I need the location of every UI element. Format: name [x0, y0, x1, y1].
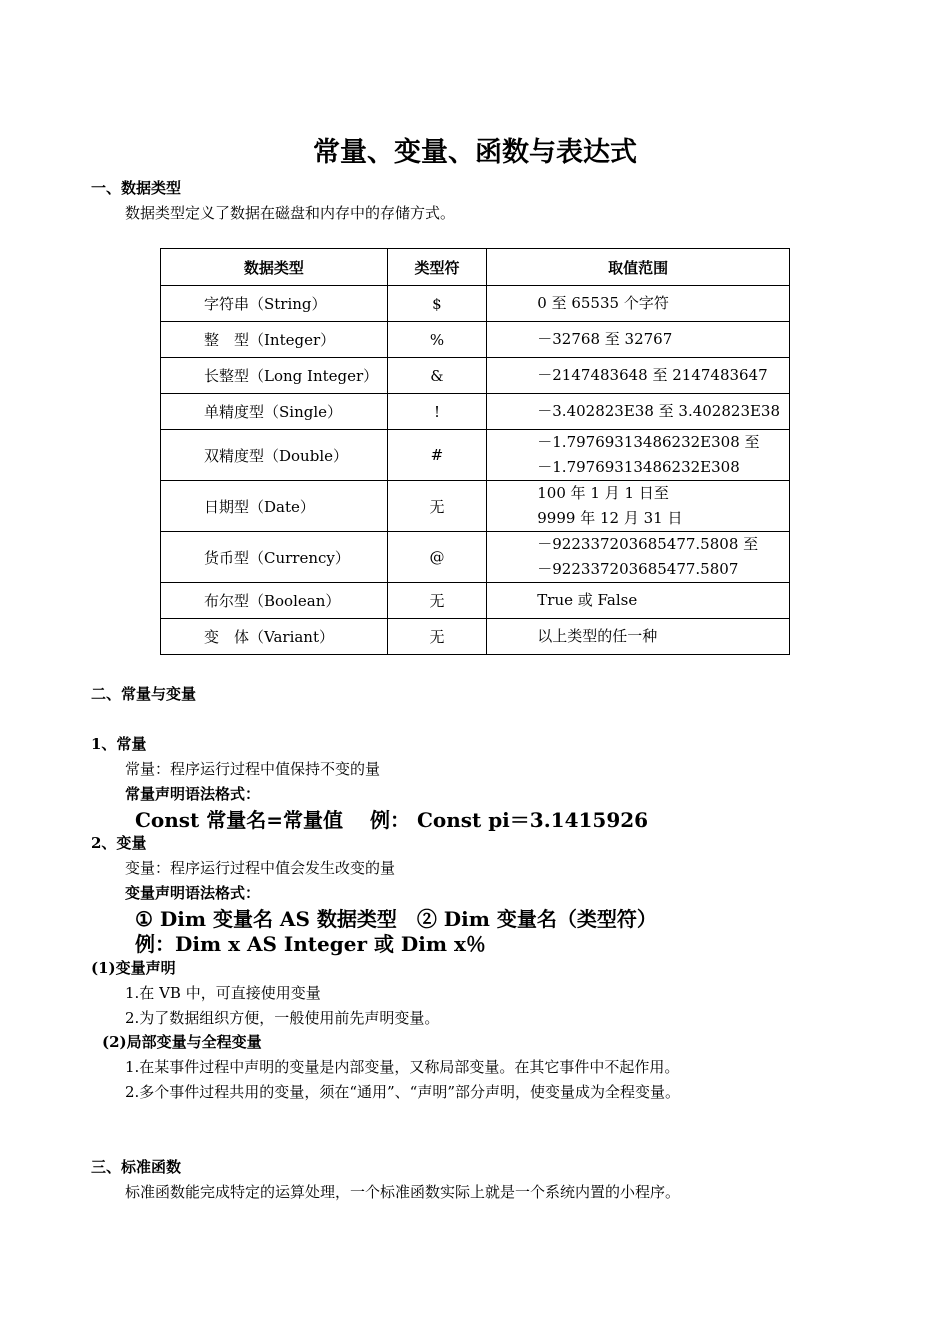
cell-range	[487, 322, 790, 358]
cell-symbol: !	[387, 394, 487, 430]
var-definition: 变量：程序运行过程中值会发生改变的量	[125, 859, 396, 877]
range-line: 9999 年 12 月 31 日	[537, 509, 683, 527]
table-row	[161, 286, 790, 322]
cell-type: 字符串（String）	[161, 286, 388, 322]
cell-symbol: 无	[387, 583, 487, 619]
range-line: 0 至 65535 个字符	[537, 294, 669, 312]
section1-intro: 数据类型定义了数据在磁盘和内存中的存储方式。	[125, 204, 456, 222]
var-heading: 2、变量	[91, 834, 147, 852]
scope-heading: (2)局部变量与全程变量	[102, 1033, 262, 1051]
page-title: 常量、变量、函数与表达式	[313, 137, 637, 168]
cell-symbol: %	[387, 322, 487, 358]
const-syntax: Const 常量名=常量值 例： Const pi＝3.1415926	[135, 808, 649, 832]
table-row	[161, 583, 790, 619]
decl-item: 2.为了数据组织方便，一般使用前先声明变量。	[125, 1009, 440, 1027]
cell-symbol: 无	[387, 481, 487, 532]
var-syntax-line2: 例：Dim x AS Integer 或 Dim x％	[135, 932, 486, 956]
table-row	[161, 322, 790, 358]
data-types-table	[160, 248, 790, 655]
section1-heading: 一、数据类型	[91, 179, 182, 197]
cell-range	[487, 619, 790, 655]
cell-range	[487, 583, 790, 619]
cell-range	[487, 286, 790, 322]
var-syntax-line1: ① Dim 变量名 AS 数据类型 ② Dim 变量名（类型符）	[135, 907, 657, 931]
section3-heading: 三、标准函数	[91, 1158, 182, 1176]
header-value-range: 取值范围	[487, 249, 790, 286]
range-line: －3.402823E38 至 3.402823E38	[537, 402, 781, 420]
range-line: 以上类型的任一种	[537, 627, 658, 645]
cell-range	[487, 358, 790, 394]
cell-symbol: #	[387, 430, 487, 481]
const-syntax-label: 常量声明语法格式：	[125, 785, 261, 803]
table-row	[161, 394, 790, 430]
cell-range	[487, 394, 790, 430]
cell-range	[487, 481, 790, 532]
table-row	[161, 481, 790, 532]
header-data-type: 数据类型	[161, 249, 388, 286]
cell-type: 双精度型（Double）	[161, 430, 388, 481]
range-line: －1.79769313486232E308 至	[537, 433, 760, 451]
table-row	[161, 532, 790, 583]
cell-range	[487, 430, 790, 481]
table-row	[161, 430, 790, 481]
scope-item: 2.多个事件过程共用的变量，须在“通用”、“声明”部分声明，使变量成为全程变量。	[125, 1083, 680, 1101]
range-line: －1.79769313486232E308	[537, 458, 740, 476]
cell-type: 单精度型（Single）	[161, 394, 388, 430]
range-line: －922337203685477.5808 至	[537, 535, 759, 553]
decl-heading: (1)变量声明	[91, 959, 176, 977]
table-row	[161, 619, 790, 655]
cell-symbol: @	[387, 532, 487, 583]
section2-heading: 二、常量与变量	[91, 685, 197, 703]
var-syntax-label: 变量声明语法格式：	[125, 884, 261, 902]
cell-type: 货币型（Currency）	[161, 532, 388, 583]
range-line: －32768 至 32767	[537, 330, 673, 348]
cell-symbol: &	[387, 358, 487, 394]
cell-type: 长整型（Long Integer）	[161, 358, 388, 394]
const-heading: 1、常量	[91, 735, 147, 753]
const-definition: 常量：程序运行过程中值保持不变的量	[125, 760, 381, 778]
table-header-row	[161, 249, 790, 286]
cell-type: 整 型（Integer）	[161, 322, 388, 358]
header-type-symbol: 类型符	[387, 249, 487, 286]
cell-type: 布尔型（Boolean）	[161, 583, 388, 619]
range-line: －922337203685477.5807	[537, 560, 739, 578]
section3-intro: 标准函数能完成特定的运算处理，一个标准函数实际上就是一个系统内置的小程序。	[125, 1183, 681, 1201]
range-line: True 或 False	[537, 591, 638, 609]
scope-item: 1.在某事件过程中声明的变量是内部变量，又称局部变量。在其它事件中不起作用。	[125, 1058, 680, 1076]
decl-item: 1.在 VB 中，可直接使用变量	[125, 984, 321, 1002]
cell-symbol: $	[387, 286, 487, 322]
range-line: －2147483648 至 2147483647	[537, 366, 768, 384]
table-row	[161, 358, 790, 394]
range-line: 100 年 1 月 1 日至	[537, 484, 669, 502]
cell-type: 变 体（Variant）	[161, 619, 388, 655]
cell-type: 日期型（Date）	[161, 481, 388, 532]
cell-symbol: 无	[387, 619, 487, 655]
cell-range	[487, 532, 790, 583]
